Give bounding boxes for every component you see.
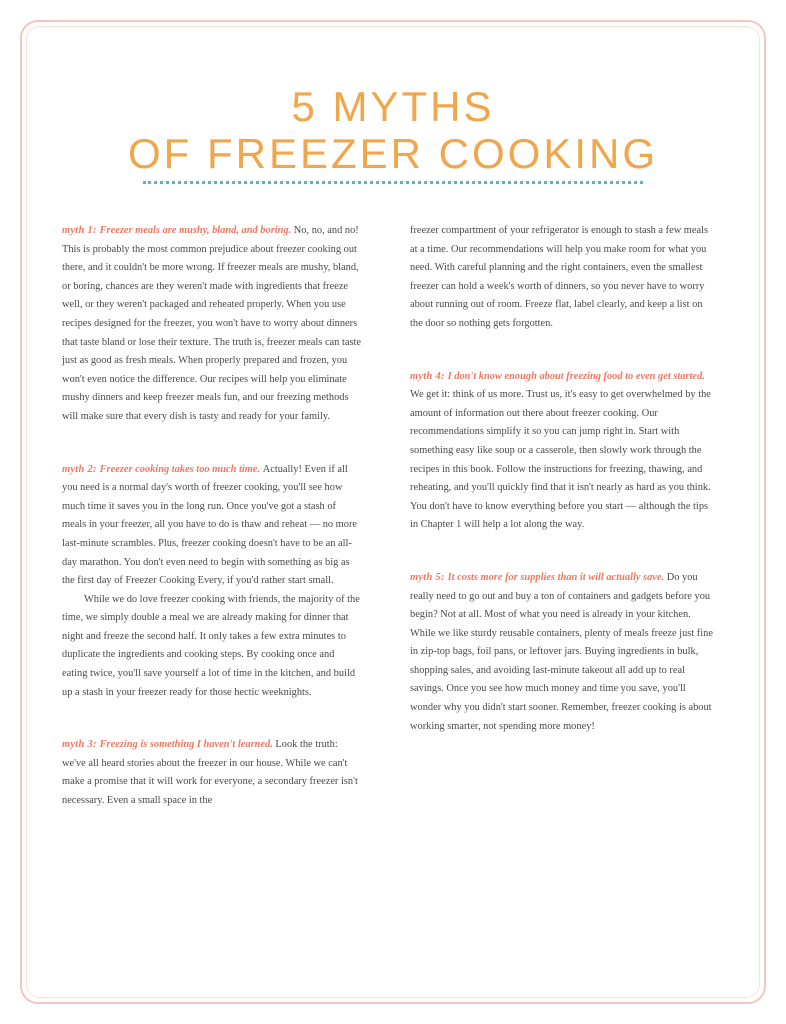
- myth-5-label: myth 5:: [410, 571, 448, 583]
- myth-2-body-continued: While we do love freezer cooking with friends, the majority of the time, we simply double a meal we are already making for dinner that night and freeze the second half. It only takes a few extra minutes to duplicate the ingredients and cooking steps. By cooking once and eating twice, you'll save yourself a lot of time in the kitchen, and build up a stash in your freezer ready for those hectic weeknights.: [62, 593, 360, 698]
- title-line-2: OF FREEZER COOKING: [127, 130, 659, 178]
- myth-3-continued: freezer compartment of your refrigerator is enough to stash a few meals at a time. Our recommendations will help you make room for what you need. With careful planning and the right containers, even the smallest freezer can hold a week's worth of dinners, so you never have to worry about running out of room. Freeze flat, label clearly, and keep a list on the door so nothing gets forgotten.: [410, 225, 709, 329]
- myth-2-body: Actually! Even if all you need is a normal day's worth of freezer cooking, you'll see how much time it saves you in the long run. Once you've got a stash of meals in your freezer, all you have to do is thaw and reheat — no more last-minute scrambles. Plus, freezer cooking doesn't have to be an all-day marathon. You don't even need to begin with something as big as the first day of Freezer Cooking Every, if you'd rather start small.: [62, 463, 358, 587]
- page-title: [0, 83, 786, 177]
- myth-3-paragraph: [62, 736, 362, 810]
- myth-2-title: Freezer cooking takes too much time.: [99, 463, 263, 475]
- myth-2-paragraph: [62, 461, 362, 591]
- myth-5-body: Do you really need to go out and buy a ton of containers and gadgets before you begin? Not at all. Most of what you need is already in your kitchen. While we like sturdy reusable containers, plenty of meals freeze just fine in zip-top bags, foil pans, or leftover jars. Buying ingredients in bulk, shopping sales, and avoiding last-minute takeout all add up to real savings. Once you see how much money and time you save, you'll wonder why you didn't start sooner. Remember, freezer cooking is about working smarter, not spending more money!: [410, 571, 713, 732]
- title-line-1: 5 MYTHS: [291, 83, 495, 131]
- myth-4-body: We get it: think of us more. Trust us, it's easy to get overwhelmed by the amount of information out there about freezer cooking. Our recommendations simplify it so you can jump right in. Start with something easy like soup or a casserole, then slowly work through the recipes in this book. Follow the instructions for freezing, thawing, and reheating, and you'll quickly find that it isn't nearly as hard as you think. You don't have to know everything before you start — although the tips in Chapter 1 will help a lot along the way.: [410, 389, 711, 531]
- myth-3-label: myth 3:: [62, 739, 100, 751]
- myth-4-paragraph: [410, 368, 716, 535]
- myth-4-label: myth 4:: [410, 370, 448, 382]
- myth-5-paragraph: [410, 569, 716, 736]
- myth-3-title: Freezing is something I haven't learned.: [99, 739, 276, 751]
- myth-2-label: myth 2:: [62, 463, 100, 475]
- myth-5-title: It costs more for supplies than it will actually save.: [447, 571, 667, 583]
- myth-1-paragraph: [62, 222, 362, 427]
- myth-3-body: Look the truth: we've all heard stories about the freezer in our house. While we can't make a promise that it will work for everyone, a secondary freezer isn't necessary. Even a small space in the: [62, 739, 358, 807]
- dotted-divider: [143, 181, 643, 184]
- myth-1-label: myth 1:: [62, 225, 100, 236]
- right-column: [410, 222, 716, 770]
- left-column: [62, 222, 362, 845]
- myth-1-body: No, no, and no! This is probably the most common prejudice about freezer cooking out there, and it couldn't be more wrong. If freezer meals are mushy, bland, or boring, chances are they weren't made with ingredients that freeze well, or they weren't packaged and reheated properly. When you use recipes designed for the freezer, you won't have to worry about dinners that taste bland or lose their texture. The truth is, freezer meals can taste just as good as fresh meals. When properly prepared and frozen, you won't even notice the difference. Our recipes will help you eliminate mushy dinners and keep freezer meals fun, and our freezing methods will make sure that every dish is tasty and ready for your family.: [62, 225, 361, 422]
- myth-1-title: Freezer meals are mushy, bland, and boring.: [99, 225, 294, 236]
- myth-4-title: I don't know enough about freezing food to even get started.: [447, 370, 705, 382]
